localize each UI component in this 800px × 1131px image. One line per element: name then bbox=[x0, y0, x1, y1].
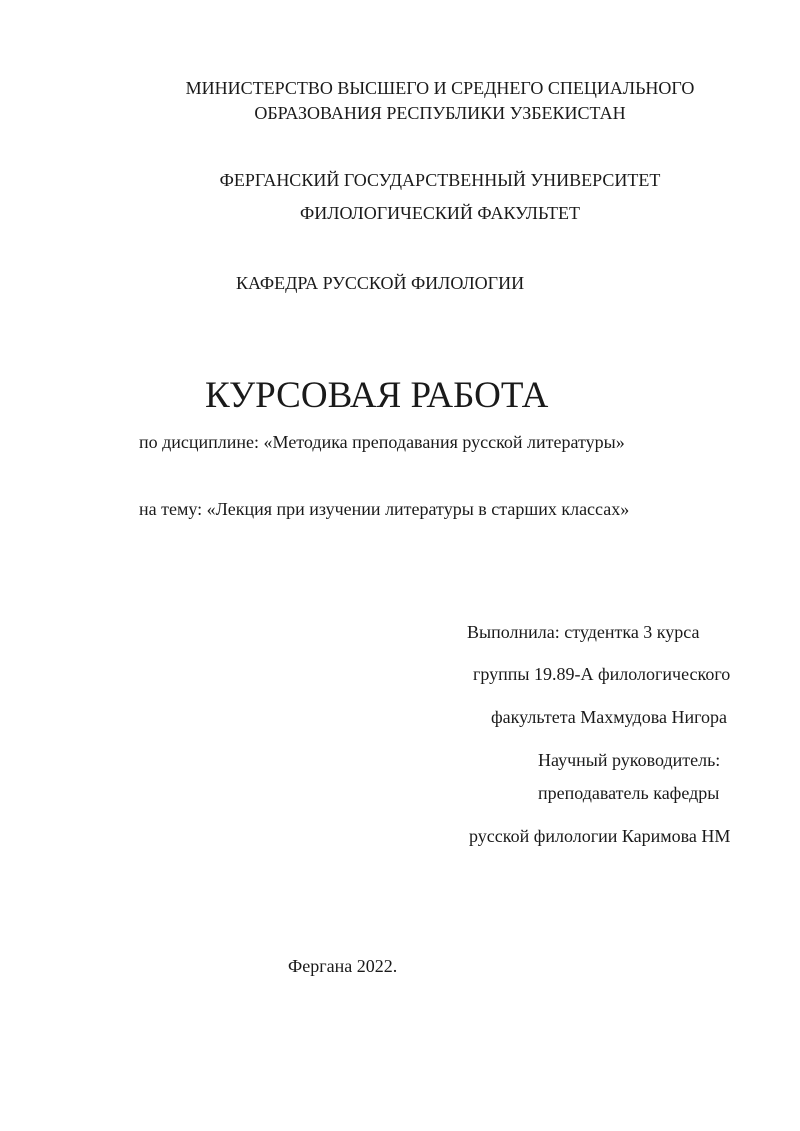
supervisor-line-2: преподаватель кафедры bbox=[538, 783, 720, 803]
discipline-line: по дисциплине: «Методика преподавания русской литературы» bbox=[139, 432, 625, 452]
author-line-2: группы 19.89-А филологического bbox=[473, 664, 731, 684]
author-line-3: факультета Махмудова Нигора bbox=[491, 707, 728, 727]
topic-line: на тему: «Лекция при изучении литературы в старших классах» bbox=[139, 499, 630, 519]
ministry-line-2: ОБРАЗОВАНИЯ РЕСПУБЛИКИ УЗБЕКИСТАН bbox=[254, 103, 626, 123]
supervisor-line-3: русской филологии Каримова НМ bbox=[469, 826, 731, 846]
city-year: Фергана 2022. bbox=[288, 956, 398, 976]
faculty-name: ФИЛОЛОГИЧЕСКИЙ ФАКУЛЬТЕТ bbox=[300, 203, 580, 223]
university-name: ФЕРГАНСКИЙ ГОСУДАРСТВЕННЫЙ УНИВЕРСИТЕТ bbox=[219, 170, 661, 190]
author-line-1: Выполнила: студентка 3 курса bbox=[467, 622, 700, 642]
ministry-line-1: МИНИСТЕРСТВО ВЫСШЕГО И СРЕДНЕГО СПЕЦИАЛЬНОГО bbox=[185, 78, 695, 98]
supervisor-line-1: Научный руководитель: bbox=[538, 750, 721, 770]
document-title: КУРСОВАЯ РАБОТА bbox=[205, 375, 549, 416]
department-name: КАФЕДРА РУССКОЙ ФИЛОЛОГИИ bbox=[236, 273, 525, 293]
